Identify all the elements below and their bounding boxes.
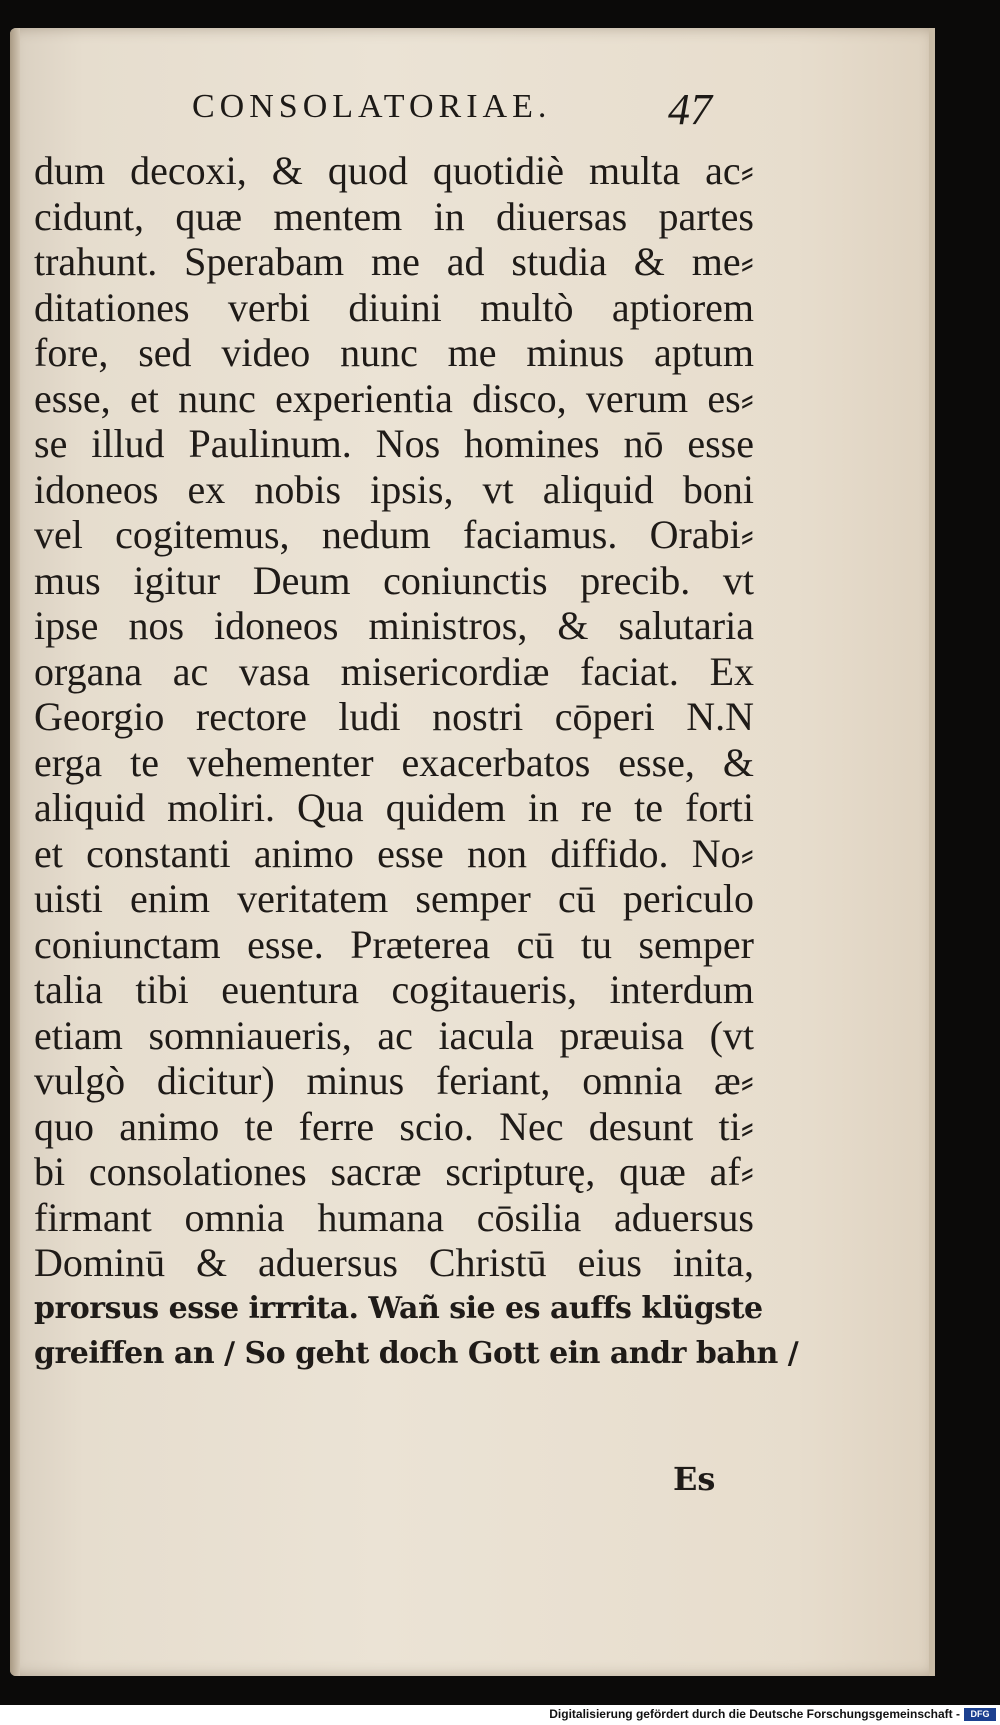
page-number: 47: [668, 85, 712, 134]
funding-credit: Digitalisierung gefördert durch die Deutsche Forschungsgemeinschaft -: [549, 1707, 960, 1721]
dfg-logo-icon: DFG: [964, 1708, 996, 1721]
text-line: esse, et nunc experientia disco, verum es⸗: [34, 375, 754, 421]
page-edge: [929, 28, 935, 1676]
text-line: vulgò dicitur) minus feriant, omnia æ⸗: [34, 1058, 754, 1103]
text-line: Georgio rectore ludi nostri cōperi N.N: [34, 694, 754, 739]
text-line-fraktur: greiffen an / So geht doch Gott ein andr bahn /: [34, 1336, 799, 1371]
text-line: idoneos ex nobis ipsis, vt aliquid boni: [34, 466, 754, 512]
running-head: CONSOLATORIAE.: [192, 88, 552, 125]
text-line: dum decoxi, & quod quotidiè multa ac⸗: [34, 148, 754, 193]
text-line: ipse nos idoneos ministros, & salutaria: [34, 603, 754, 648]
digitization-footer: [0, 1705, 1000, 1725]
text-line: fore, sed video nunc me minus aptum: [34, 330, 754, 375]
text-line: etiam somniaueris, ac iacula præuisa (vt: [34, 1012, 754, 1058]
text-line: firmant omnia humana cōsilia aduersus: [34, 1194, 754, 1240]
text-line: coniunctam esse. Præterea cū tu semper: [34, 921, 754, 967]
text-line: vel cogitemus, nedum faciamus. Orabi⸗: [34, 512, 754, 557]
text-line: uisti enim veritatem semper cū periculo: [34, 876, 754, 921]
text-line: erga te vehementer exacerbatos esse, &: [34, 739, 754, 785]
text-line: et constanti animo esse non diffido. No⸗: [34, 830, 754, 876]
text-line: quo animo te ferre scio. Nec desunt ti⸗: [34, 1103, 754, 1149]
text-line: aliquid moliri. Qua quidem in re te forti: [34, 785, 754, 830]
catchword: Es: [673, 1460, 716, 1498]
text-line: bi consolationes sacræ scripturę, quæ af⸗: [34, 1149, 754, 1194]
text-line: organa ac vasa misericordiæ faciat. Ex: [34, 648, 754, 694]
text-line: ditationes verbi diuini multò aptiorem: [34, 284, 754, 330]
body-text: [34, 148, 799, 1377]
text-line: talia tibi euentura cogitaueris, interdum: [34, 967, 754, 1012]
text-line: mus igitur Deum coniunctis precib. vt: [34, 557, 754, 603]
text-line: Dominū & aduersus Christū eius inita,: [34, 1240, 754, 1285]
text-line: cidunt, quæ mentem in diuersas partes: [34, 193, 754, 239]
text-line-fraktur: prorsus esse irrrita. Wañ sie es auffs klügste: [34, 1290, 763, 1326]
text-line: trahunt. Sperabam me ad studia & me⸗: [34, 239, 754, 284]
text-line: se illud Paulinum. Nos homines nō esse: [34, 421, 754, 466]
